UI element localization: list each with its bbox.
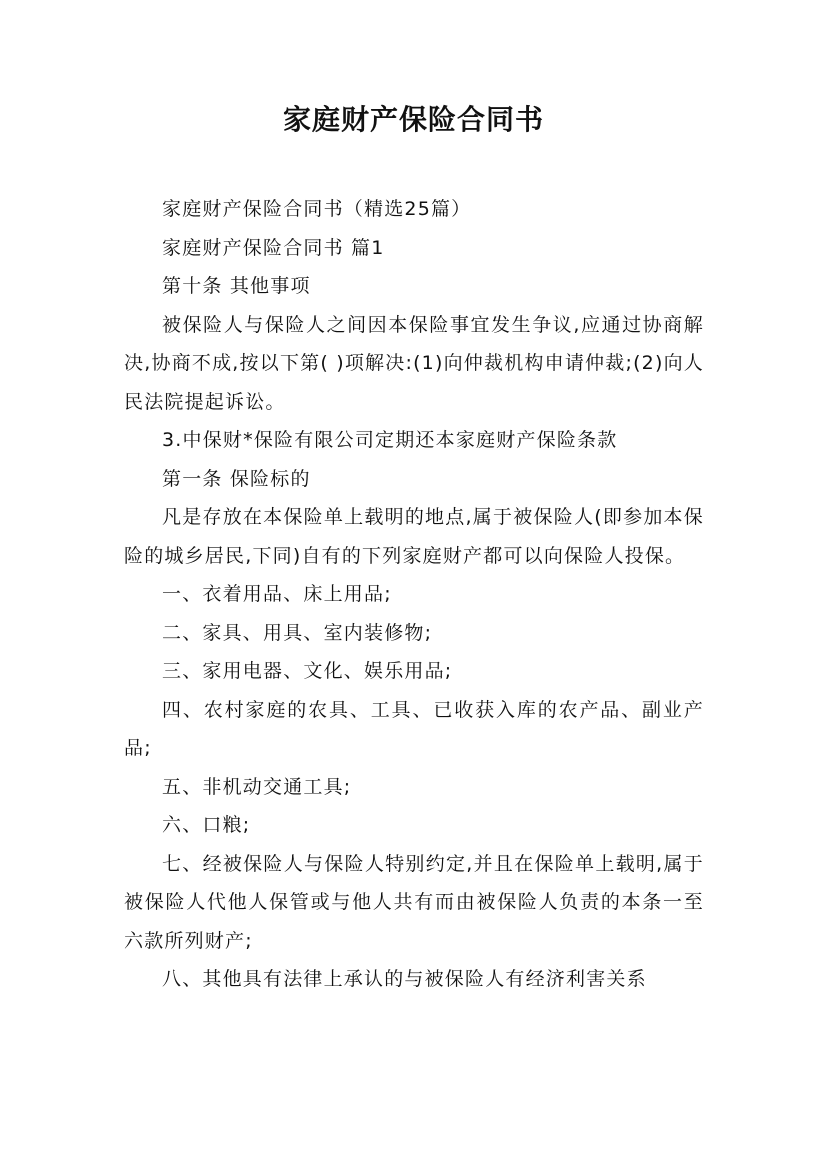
list-item-7: 七、经被保险人与保险人特别约定,并且在保险单上载明,属于被保险人代他人保管或与他人共有而由被保险人负责的本条一至六款所列财产;: [124, 852, 704, 952]
paragraph-clause-title: 3.中保财*保险有限公司定期还本家庭财产保险条款: [162, 429, 618, 451]
paragraph-article-1-heading: 第一条 保险标的: [162, 467, 311, 490]
paragraph-article-10-heading: 第十条 其他事项: [162, 275, 311, 297]
paragraph-subtitle: 家庭财产保险合同书（精选25篇）: [162, 198, 472, 220]
paragraph-section-heading: 家庭财产保险合同书 篇1: [162, 236, 385, 259]
list-item-8: 八、其他具有法律上承认的与被保险人有经济利害关系: [162, 968, 647, 990]
list-item-1: 一、衣着用品、床上用品;: [162, 583, 392, 605]
document-title: 家庭财产保险合同书: [282, 103, 544, 136]
list-item-4: 四、农村家庭的农具、工具、已收获入库的农产品、副业产品;: [124, 698, 704, 759]
list-item-3: 三、家用电器、文化、娱乐用品;: [162, 660, 453, 682]
list-item-5: 五、非机动交通工具;: [162, 775, 352, 798]
document-body: [124, 190, 704, 999]
paragraph-insured-property: 凡是存放在本保险单上载明的地点,属于被保险人(即参加本保险的城乡居民,下同)自有的下列家庭财产都可以向保险人投保。: [124, 506, 704, 567]
list-item-2: 二、家具、用具、室内装修物;: [162, 621, 433, 644]
paragraph-dispute-resolution: 被保险人与保险人之间因本保险事宜发生争议,应通过协商解决,协商不成,按以下第( )项解决:(1)向仲裁机构申请仲裁;(2)向人民法院提起诉讼。: [124, 313, 704, 413]
list-item-6: 六、口粮;: [162, 814, 251, 836]
